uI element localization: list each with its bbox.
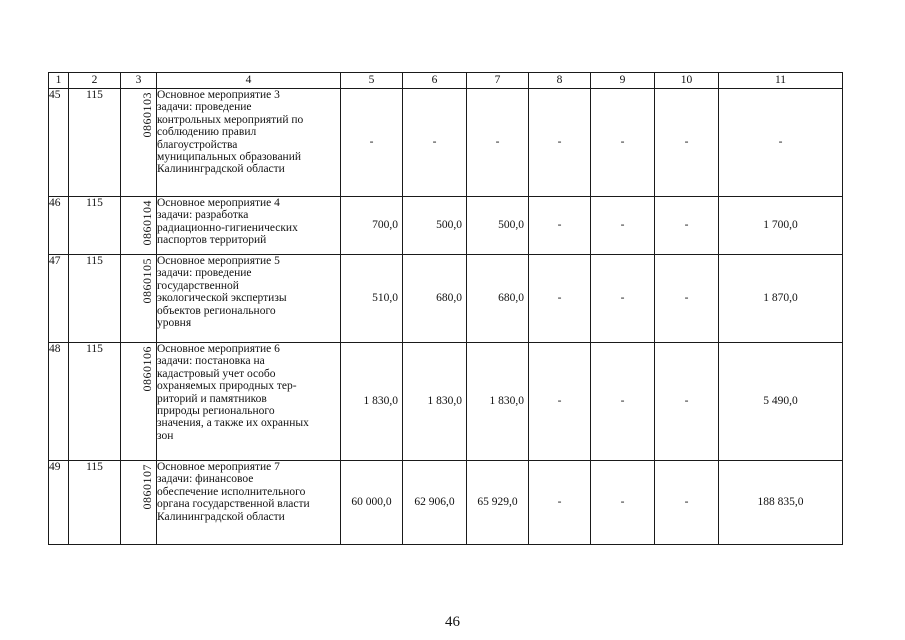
cell-col-8: - bbox=[529, 197, 591, 255]
description-line: охраняемых природных тер- bbox=[157, 380, 297, 393]
row-description bbox=[157, 343, 341, 461]
cell-value: 188 835,0 bbox=[757, 496, 804, 509]
cell-col-10: - bbox=[655, 89, 719, 197]
header-col-1: 1 bbox=[49, 73, 69, 89]
row-code-cell bbox=[121, 255, 157, 343]
description-line: Калининградской области bbox=[157, 510, 285, 523]
cell-col-7 bbox=[467, 255, 529, 343]
row-code: 0860107 bbox=[140, 464, 154, 510]
row-number: 48 bbox=[49, 343, 69, 461]
cell-col-9: - bbox=[591, 461, 655, 545]
cell-col-11 bbox=[719, 255, 843, 343]
cell-value: 680,0 bbox=[498, 292, 524, 305]
cell-value: 700,0 bbox=[372, 219, 398, 232]
row-code-cell bbox=[121, 89, 157, 197]
row-kbk: 115 bbox=[69, 461, 121, 545]
description-line: Основное мероприятие 5 bbox=[157, 255, 280, 267]
row-number: 45 bbox=[49, 89, 69, 197]
description-line: Калининградской области bbox=[157, 163, 285, 176]
cell-value: 680,0 bbox=[436, 292, 462, 305]
description-line: экологической экспертизы bbox=[157, 292, 287, 305]
cell-value: 5 490,0 bbox=[763, 395, 798, 408]
page-number: 46 bbox=[445, 614, 460, 630]
cell-col-5 bbox=[341, 255, 403, 343]
row-number: 47 bbox=[49, 255, 69, 343]
row-number: 46 bbox=[49, 197, 69, 255]
cell-col-6 bbox=[403, 343, 467, 461]
cell-col-11 bbox=[719, 197, 843, 255]
cell-col-9: - bbox=[591, 255, 655, 343]
header-col-11: 11 bbox=[719, 73, 843, 89]
header-col-7: 7 bbox=[467, 73, 529, 89]
row-code: 0860106 bbox=[140, 346, 154, 392]
row-kbk: 115 bbox=[69, 197, 121, 255]
description-line: Основное мероприятие 4 bbox=[157, 197, 280, 209]
cell-col-9: - bbox=[591, 343, 655, 461]
row-code-cell bbox=[121, 461, 157, 545]
cell-value: 65 929,0 bbox=[477, 496, 518, 509]
cell-col-9: - bbox=[591, 197, 655, 255]
cell-col-5 bbox=[341, 461, 403, 545]
row-code: 0860103 bbox=[140, 92, 154, 138]
header-row bbox=[49, 73, 843, 89]
cell-col-11 bbox=[719, 343, 843, 461]
description-line: паспортов территорий bbox=[157, 234, 267, 247]
cell-value: 1 830,0 bbox=[427, 395, 462, 408]
description-line: государственной bbox=[157, 279, 239, 292]
description-line: Основное мероприятие 7 bbox=[157, 461, 280, 473]
cell-col-7 bbox=[467, 197, 529, 255]
cell-col-6 bbox=[403, 197, 467, 255]
description-line: задачи: проведение bbox=[157, 267, 252, 280]
table-row bbox=[49, 89, 843, 197]
row-kbk: 115 bbox=[69, 89, 121, 197]
header-col-3: 3 bbox=[121, 73, 157, 89]
header-col-6: 6 bbox=[403, 73, 467, 89]
cell-value: 500,0 bbox=[498, 219, 524, 232]
row-kbk: 115 bbox=[69, 255, 121, 343]
description-line: зон bbox=[157, 429, 174, 442]
cell-col-11 bbox=[719, 461, 843, 545]
description-line: уровня bbox=[157, 317, 192, 330]
description-line: муниципальных образований bbox=[157, 151, 302, 164]
cell-col-8: - bbox=[529, 89, 591, 197]
description-line: органа государственной власти bbox=[157, 498, 310, 511]
row-description bbox=[157, 197, 341, 255]
header-col-4: 4 bbox=[157, 73, 341, 89]
description-line: Основное мероприятие 3 bbox=[157, 89, 280, 101]
header-col-8: 8 bbox=[529, 73, 591, 89]
cell-col-10: - bbox=[655, 197, 719, 255]
table-row bbox=[49, 461, 843, 545]
cell-col-8: - bbox=[529, 255, 591, 343]
cell-value: 62 906,0 bbox=[414, 496, 455, 509]
row-description bbox=[157, 89, 341, 197]
cell-col-7 bbox=[467, 461, 529, 545]
description-line: риторий и памятников bbox=[157, 392, 267, 405]
description-line: задачи: проведение bbox=[157, 101, 252, 114]
cell-col-11: - bbox=[719, 89, 843, 197]
cell-col-6 bbox=[403, 255, 467, 343]
description-line: значения, а также их охранных bbox=[157, 417, 309, 430]
cell-value: 500,0 bbox=[436, 219, 462, 232]
table-row bbox=[49, 255, 843, 343]
description-line: природы регионального bbox=[157, 405, 275, 418]
cell-col-8: - bbox=[529, 461, 591, 545]
description-line: задачи: финансовое bbox=[157, 473, 254, 486]
table-row bbox=[49, 343, 843, 461]
table-row bbox=[49, 197, 843, 255]
row-description bbox=[157, 255, 341, 343]
cell-value: 1 830,0 bbox=[363, 395, 398, 408]
budget-table bbox=[48, 72, 843, 545]
description-line: задачи: постановка на bbox=[157, 355, 265, 368]
cell-col-5 bbox=[341, 197, 403, 255]
row-code-cell bbox=[121, 343, 157, 461]
row-code: 0860104 bbox=[140, 200, 154, 246]
row-code: 0860105 bbox=[140, 258, 154, 304]
cell-col-10: - bbox=[655, 461, 719, 545]
header-col-9: 9 bbox=[591, 73, 655, 89]
cell-value: 510,0 bbox=[372, 292, 398, 305]
cell-col-6: - bbox=[403, 89, 467, 197]
header-col-2: 2 bbox=[69, 73, 121, 89]
cell-col-10: - bbox=[655, 255, 719, 343]
cell-value: 1 870,0 bbox=[763, 292, 798, 305]
cell-col-7: - bbox=[467, 89, 529, 197]
row-kbk: 115 bbox=[69, 343, 121, 461]
cell-col-5 bbox=[341, 343, 403, 461]
description-line: контрольных мероприятий по bbox=[157, 113, 304, 126]
cell-col-6 bbox=[403, 461, 467, 545]
cell-col-7 bbox=[467, 343, 529, 461]
description-line: кадастровый учет особо bbox=[157, 367, 276, 380]
description-line: благоустройства bbox=[157, 138, 238, 151]
description-line: задачи: разработка bbox=[157, 209, 249, 222]
description-line: радиационно-гигиенических bbox=[157, 221, 298, 234]
cell-col-10: - bbox=[655, 343, 719, 461]
header-col-10: 10 bbox=[655, 73, 719, 89]
header-col-5: 5 bbox=[341, 73, 403, 89]
description-line: соблюдению правил bbox=[157, 126, 257, 139]
description-line: объектов регионального bbox=[157, 304, 276, 317]
cell-value: 1 700,0 bbox=[763, 219, 798, 232]
cell-col-8: - bbox=[529, 343, 591, 461]
row-number: 49 bbox=[49, 461, 69, 545]
row-code-cell bbox=[121, 197, 157, 255]
cell-col-9: - bbox=[591, 89, 655, 197]
cell-value: 1 830,0 bbox=[489, 395, 524, 408]
cell-col-5: - bbox=[341, 89, 403, 197]
description-line: Основное мероприятие 6 bbox=[157, 343, 280, 355]
row-description bbox=[157, 461, 341, 545]
cell-value: 60 000,0 bbox=[351, 496, 392, 509]
description-line: обеспечение исполнительного bbox=[157, 485, 306, 498]
